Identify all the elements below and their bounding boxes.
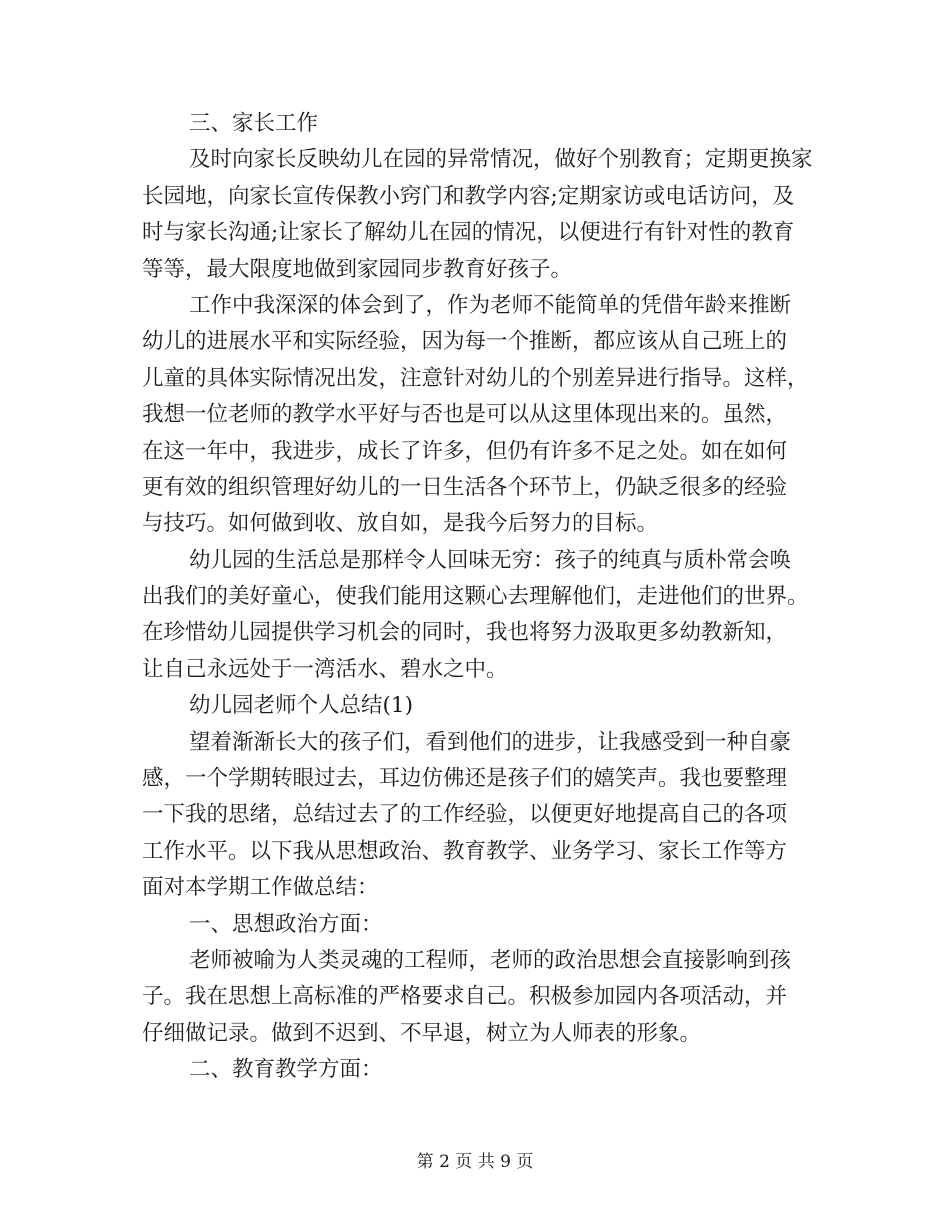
text-line: 仔细做记录。做到不迟到、不早退，树立为人师表的形象。 — [142, 1020, 702, 1046]
text-line: 时与家长沟通;让家长了解幼儿在园的情况，以便进行有针对性的教育 — [142, 220, 795, 246]
text-line: 在珍惜幼儿园提供学习机会的同时，我也将努力汲取更多幼教新知， — [142, 620, 788, 646]
text-line: 及时向家长反映幼儿在园的异常情况，做好个别教育；定期更换家 — [189, 147, 813, 173]
text-line: 一下我的思绪，总结过去了的工作经验，以便更好地提高自己的各项 — [142, 802, 788, 828]
text-line: 工作中我深深的体会到了，作为老师不能简单的凭借年龄来推断 — [189, 292, 792, 318]
text-line: 二、教育教学方面： — [189, 1057, 383, 1083]
text-line: 等等，最大限度地做到家园同步教育好孩子。 — [142, 256, 573, 282]
text-line: 幼儿园的生活总是那样令人回味无穷：孩子的纯真与质朴常会唤 — [189, 547, 792, 573]
text-line: 更有效的组织管理好幼儿的一日生活各个环节上，仍缺乏很多的经验 — [142, 474, 788, 500]
text-line: 幼儿园老师个人总结(1) — [189, 693, 413, 719]
text-line: 我想一位老师的教学水平好与否也是可以从这里体现出来的。虽然， — [142, 402, 788, 428]
text-line: 面对本学期工作做总结： — [142, 875, 379, 901]
text-line: 在这一年中，我进步，成长了许多，但仍有许多不足之处。如在如何 — [142, 438, 788, 464]
text-line: 长园地，向家长宣传保教小窍门和教学内容;定期家访或电话访问，及 — [142, 183, 795, 209]
text-line: 三、家长工作 — [189, 111, 319, 136]
text-line: 工作水平。以下我从思想政治、教育教学、业务学习、家长工作等方 — [142, 838, 788, 864]
text-line: 望着渐渐长大的孩子们，看到他们的进步，让我感受到一种自豪 — [189, 729, 792, 755]
text-line: 感，一个学期转眼过去，耳边仿佛还是孩子们的嬉笑声。我也要整理 — [142, 766, 788, 792]
page-number-footer: 第 2 页 共 9 页 — [416, 1152, 534, 1172]
document-body — [142, 106, 814, 1089]
text-line: 子。我在思想上高标准的严格要求自己。积极参加园内各项活动，并 — [142, 984, 788, 1010]
text-line: 与技巧。如何做到收、放自如，是我今后努力的目标。 — [142, 511, 659, 537]
text-line: 老师被喻为人类灵魂的工程师，老师的政治思想会直接影响到孩 — [189, 947, 792, 973]
text-line: 儿童的具体实际情况出发，注意针对幼儿的个别差异进行指导。这样， — [142, 365, 809, 391]
text-line: 让自己永远处于一湾活水、碧水之中。 — [142, 656, 508, 682]
text-line: 幼儿的进展水平和实际经验，因为每一个推断，都应该从自己班上的 — [142, 329, 788, 355]
text-line: 一、思想政治方面： — [189, 911, 383, 937]
text-line: 出我们的美好童心，使我们能用这颗心去理解他们，走进他们的世界。 — [142, 584, 809, 610]
